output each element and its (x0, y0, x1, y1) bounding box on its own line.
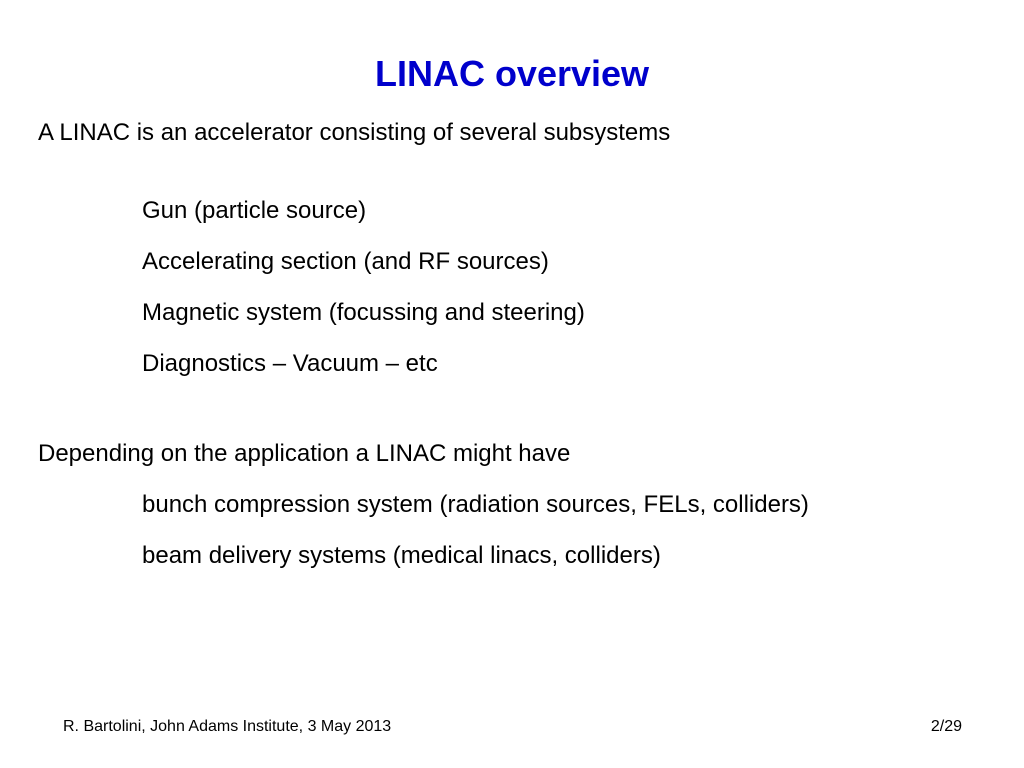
intro-text: A LINAC is an accelerator consisting of several subsystems (38, 119, 671, 146)
application-item: bunch compression system (radiation sources, FELs, colliders) (142, 491, 809, 518)
slide-title: LINAC overview (374, 53, 650, 94)
footer-author: R. Bartolini, John Adams Institute, 3 May 2013 (63, 718, 392, 735)
depending-text: Depending on the application a LINAC might have (38, 440, 571, 467)
subsystem-item: Diagnostics – Vacuum – etc (142, 350, 438, 377)
application-item: beam delivery systems (medical linacs, colliders) (142, 542, 661, 569)
subsystem-item: Gun (particle source) (142, 197, 367, 224)
page-number: 2/29 (930, 718, 962, 735)
subsystem-item: Magnetic system (focussing and steering) (142, 299, 585, 326)
subsystem-item: Accelerating section (and RF sources) (142, 248, 549, 275)
